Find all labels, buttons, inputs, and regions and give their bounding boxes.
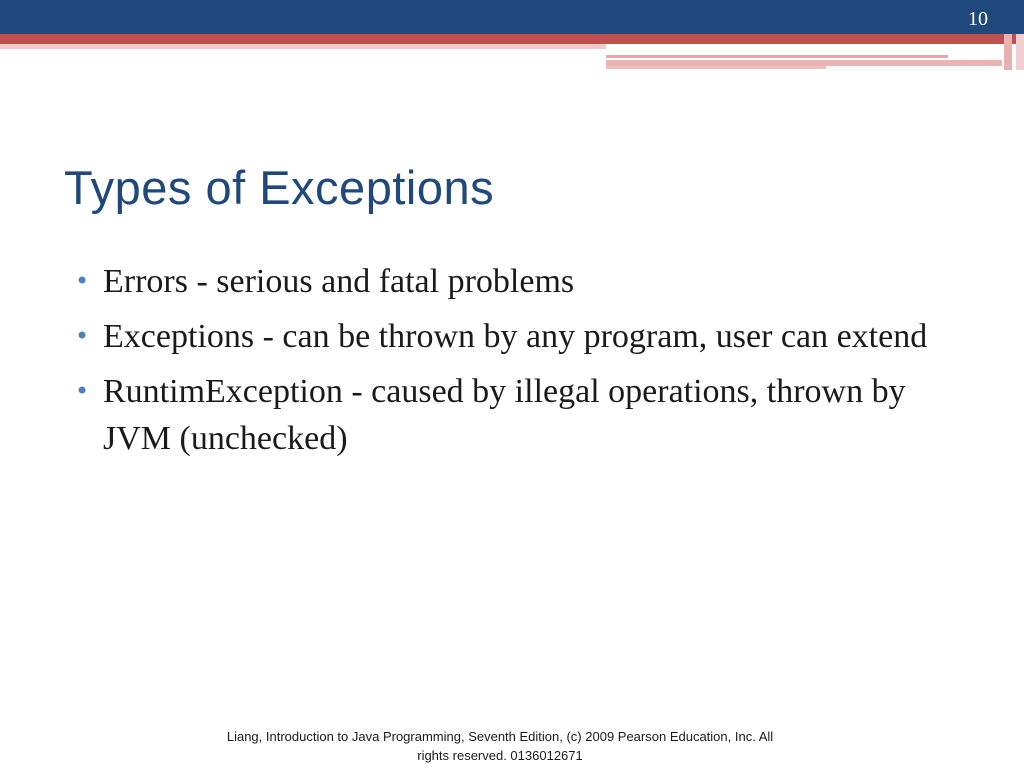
- bullet-item: [72, 313, 982, 360]
- footer-copyright: [190, 727, 810, 765]
- header-band: [0, 0, 1024, 34]
- bullet-item: [72, 368, 982, 462]
- accent-stripe-light: [0, 44, 606, 49]
- bullet-list: [72, 258, 982, 470]
- slide-title: Types of Exceptions: [64, 161, 495, 214]
- bullet-text: Exceptions - can be thrown by any program, user can extend: [103, 318, 928, 355]
- decorative-bar: [1016, 34, 1024, 70]
- bullet-text: RuntimException - caused by illegal operations, thrown by JVM (unchecked): [103, 373, 906, 457]
- bullet-text: Errors - serious and fatal problems: [103, 263, 575, 300]
- footer-line-1: Liang, Introduction to Java Programming, Seventh Edition, (c) 2009 Pearson Education, Inc. All: [226, 729, 774, 744]
- bullet-item: [72, 258, 982, 305]
- slide-number: 10: [968, 8, 988, 30]
- decorative-line: [606, 66, 826, 69]
- footer-line-2: rights reserved. 0136012671: [417, 748, 583, 763]
- bullet-icon: •: [75, 267, 90, 295]
- bullet-icon: •: [75, 322, 90, 350]
- bullet-icon: •: [75, 377, 90, 405]
- accent-stripe: [0, 34, 1024, 44]
- decorative-bar: [1004, 34, 1012, 70]
- decorative-line: [606, 55, 948, 58]
